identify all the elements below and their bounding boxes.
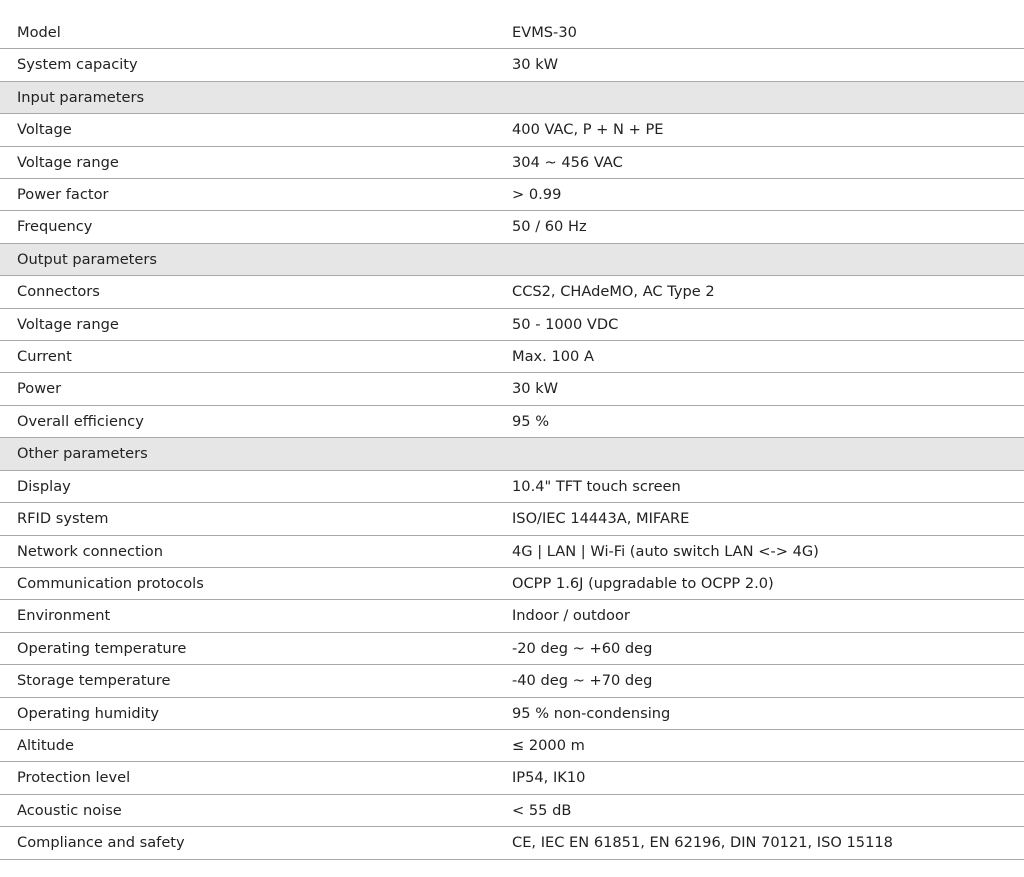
spec-row-overall-efficiency (0, 406, 1024, 438)
spec-table (0, 17, 1024, 860)
spec-row-model (0, 17, 1024, 49)
spec-row-compliance-and-safety (0, 827, 1024, 859)
spec-value: IP54, IK10 (512, 769, 586, 787)
spec-row-frequency (0, 211, 1024, 243)
spec-row-voltage (0, 114, 1024, 146)
spec-value: 95 % (512, 412, 550, 430)
spec-label: Communication protocols (17, 574, 204, 592)
spec-value: 50 / 60 Hz (512, 218, 587, 236)
section-title: Output parameters (17, 250, 157, 268)
spec-value: Max. 100 A (512, 348, 594, 366)
spec-label: RFID system (17, 510, 109, 528)
section-header-other-parameters (0, 438, 1024, 470)
spec-value: -40 deg ~ +70 deg (512, 672, 653, 690)
spec-value: > 0.99 (512, 186, 562, 204)
spec-label: Environment (17, 607, 111, 625)
spec-label: Voltage range (17, 315, 119, 333)
spec-value: ISO/IEC 14443A, MIFARE (512, 510, 690, 528)
spec-label: Acoustic noise (17, 801, 122, 819)
spec-label: Power (17, 380, 62, 398)
spec-label: Voltage (17, 121, 72, 139)
spec-row-acoustic-noise (0, 795, 1024, 827)
spec-value: EVMS-30 (512, 24, 577, 41)
spec-value: CE, IEC EN 61851, EN 62196, DIN 70121, ISO 15118 (512, 834, 893, 852)
spec-row-display (0, 471, 1024, 503)
spec-label: Current (17, 348, 72, 366)
spec-label: Network connection (17, 542, 163, 560)
spec-label: Storage temperature (17, 672, 171, 690)
spec-label: System capacity (17, 56, 138, 74)
spec-row-communication-protocols (0, 568, 1024, 600)
spec-value: CCS2, CHAdeMO, AC Type 2 (512, 283, 715, 301)
spec-row-current (0, 341, 1024, 373)
spec-label: Connectors (17, 283, 100, 301)
spec-row-network-connection (0, 536, 1024, 568)
spec-label: Overall efficiency (17, 412, 144, 430)
spec-row-storage-temperature (0, 665, 1024, 697)
spec-value: 50 - 1000 VDC (512, 315, 619, 333)
spec-value: ≤ 2000 m (512, 736, 585, 754)
section-title: Other parameters (17, 445, 148, 463)
spec-row-connectors (0, 276, 1024, 308)
spec-value: 95 % non-condensing (512, 704, 671, 722)
spec-value: Indoor / outdoor (512, 607, 630, 625)
spec-row-system-capacity (0, 49, 1024, 81)
spec-value: 10.4" TFT touch screen (512, 477, 681, 495)
spec-value: 400 VAC, P + N + PE (512, 121, 664, 139)
spec-row-protection-level (0, 762, 1024, 794)
spec-row-environment (0, 600, 1024, 632)
spec-label: Operating humidity (17, 704, 160, 722)
spec-row-rfid-system (0, 503, 1024, 535)
spec-value: 304 ~ 456 VAC (512, 153, 623, 171)
spec-row-operating-temperature (0, 633, 1024, 665)
spec-row-output-voltage-range (0, 309, 1024, 341)
spec-value: OCPP 1.6J (upgradable to OCPP 2.0) (512, 574, 774, 592)
spec-label: Protection level (17, 769, 131, 787)
spec-label: Display (17, 477, 71, 495)
spec-label: Model (17, 24, 61, 41)
spec-label: Compliance and safety (17, 834, 185, 852)
spec-value: 30 kW (512, 380, 559, 398)
spec-label: Voltage range (17, 153, 119, 171)
spec-value: 30 kW (512, 56, 559, 74)
spec-row-altitude (0, 730, 1024, 762)
section-header-output-parameters (0, 244, 1024, 276)
spec-row-power (0, 373, 1024, 405)
spec-row-operating-humidity (0, 698, 1024, 730)
spec-value: 4G | LAN | Wi-Fi (auto switch LAN <-> 4G) (512, 542, 819, 560)
spec-label: Power factor (17, 186, 109, 204)
spec-value: -20 deg ~ +60 deg (512, 639, 653, 657)
spec-label: Operating temperature (17, 639, 187, 657)
spec-label: Frequency (17, 218, 93, 236)
spec-row-input-voltage-range (0, 147, 1024, 179)
spec-label: Altitude (17, 736, 75, 754)
section-header-input-parameters (0, 82, 1024, 114)
section-title: Input parameters (17, 88, 145, 106)
spec-value: < 55 dB (512, 801, 572, 819)
spec-row-power-factor (0, 179, 1024, 211)
